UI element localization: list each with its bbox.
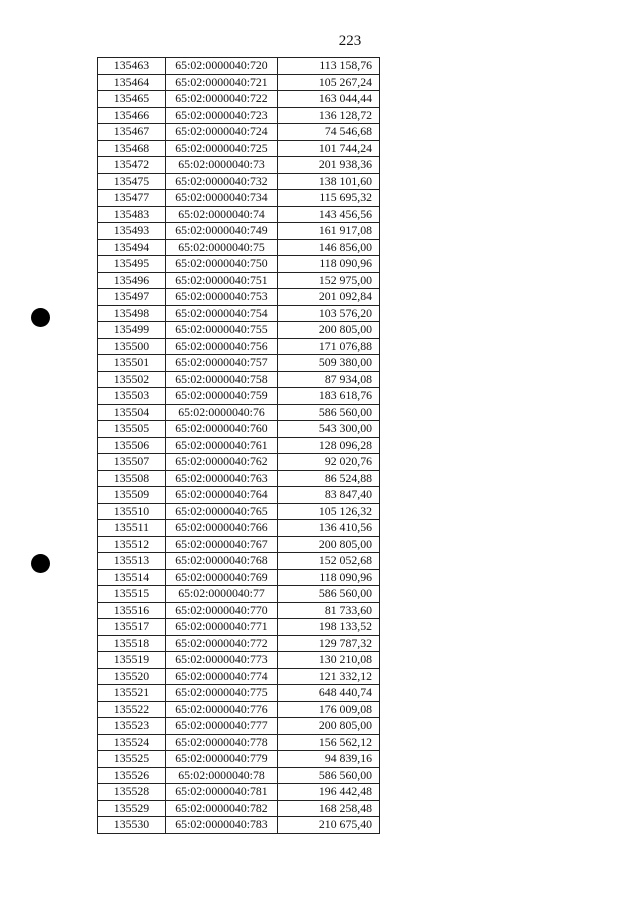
row-number-cell: 135464: [98, 74, 166, 91]
row-number-cell: 135499: [98, 322, 166, 339]
cadastral-number-cell: 65:02:0000040:773: [166, 652, 278, 669]
table-row: [98, 553, 380, 570]
table-row: [98, 206, 380, 223]
cadastral-number-cell: 65:02:0000040:760: [166, 421, 278, 438]
row-number-cell: 135506: [98, 437, 166, 454]
cadastral-number-cell: 65:02:0000040:761: [166, 437, 278, 454]
cadastral-value-cell: 115 695,32: [278, 190, 380, 207]
cadastral-number-cell: 65:02:0000040:723: [166, 107, 278, 124]
cadastral-value-cell: 171 076,88: [278, 338, 380, 355]
table-row: [98, 74, 380, 91]
cadastral-number-cell: 65:02:0000040:77: [166, 586, 278, 603]
row-number-cell: 135504: [98, 404, 166, 421]
table-row: [98, 404, 380, 421]
cadastral-number-cell: 65:02:0000040:720: [166, 58, 278, 75]
row-number-cell: 135505: [98, 421, 166, 438]
cadastral-value-cell: 92 020,76: [278, 454, 380, 471]
table-row: [98, 173, 380, 190]
row-number-cell: 135513: [98, 553, 166, 570]
row-number-cell: 135517: [98, 619, 166, 636]
table-row: [98, 701, 380, 718]
table-row: [98, 305, 380, 322]
table-row: [98, 355, 380, 372]
cadastral-value-cell: 509 380,00: [278, 355, 380, 372]
cadastral-number-cell: 65:02:0000040:751: [166, 272, 278, 289]
cadastral-number-cell: 65:02:0000040:724: [166, 124, 278, 141]
cadastral-value-cell: 152 052,68: [278, 553, 380, 570]
cadastral-value-cell: 152 975,00: [278, 272, 380, 289]
cadastral-number-cell: 65:02:0000040:732: [166, 173, 278, 190]
row-number-cell: 135514: [98, 569, 166, 586]
cadastral-value-cell: 176 009,08: [278, 701, 380, 718]
row-number-cell: 135508: [98, 470, 166, 487]
cadastral-number-cell: 65:02:0000040:764: [166, 487, 278, 504]
table-body: [98, 58, 380, 834]
row-number-cell: 135493: [98, 223, 166, 240]
cadastral-value-cell: 168 258,48: [278, 800, 380, 817]
cadastral-value-cell: 105 267,24: [278, 74, 380, 91]
row-number-cell: 135530: [98, 817, 166, 834]
cadastral-number-cell: 65:02:0000040:781: [166, 784, 278, 801]
cadastral-value-cell: 201 938,36: [278, 157, 380, 174]
table-row: [98, 602, 380, 619]
row-number-cell: 135525: [98, 751, 166, 768]
row-number-cell: 135509: [98, 487, 166, 504]
row-number-cell: 135502: [98, 371, 166, 388]
row-number-cell: 135510: [98, 503, 166, 520]
cadastral-value-cell: 200 805,00: [278, 322, 380, 339]
cadastral-number-cell: 65:02:0000040:778: [166, 734, 278, 751]
cadastral-number-cell: 65:02:0000040:74: [166, 206, 278, 223]
cadastral-value-cell: 648 440,74: [278, 685, 380, 702]
cadastral-value-cell: 105 126,32: [278, 503, 380, 520]
cadastral-value-cell: 86 524,88: [278, 470, 380, 487]
cadastral-value-cell: 156 562,12: [278, 734, 380, 751]
cadastral-value-cell: 74 546,68: [278, 124, 380, 141]
cadastral-value-cell: 103 576,20: [278, 305, 380, 322]
cadastral-number-cell: 65:02:0000040:782: [166, 800, 278, 817]
table-row: [98, 734, 380, 751]
row-number-cell: 135503: [98, 388, 166, 405]
row-number-cell: 135497: [98, 289, 166, 306]
cadastral-value-cell: 118 090,96: [278, 256, 380, 273]
row-number-cell: 135522: [98, 701, 166, 718]
row-number-cell: 135472: [98, 157, 166, 174]
punch-hole-top: [31, 308, 50, 327]
row-number-cell: 135498: [98, 305, 166, 322]
cadastral-number-cell: 65:02:0000040:722: [166, 91, 278, 108]
cadastral-value-cell: 196 442,48: [278, 784, 380, 801]
table-row: [98, 767, 380, 784]
cadastral-number-cell: 65:02:0000040:768: [166, 553, 278, 570]
table-row: [98, 107, 380, 124]
table-row: [98, 784, 380, 801]
cadastral-number-cell: 65:02:0000040:783: [166, 817, 278, 834]
row-number-cell: 135500: [98, 338, 166, 355]
table-row: [98, 520, 380, 537]
cadastral-number-cell: 65:02:0000040:750: [166, 256, 278, 273]
cadastral-value-cell: 586 560,00: [278, 404, 380, 421]
table-row: [98, 239, 380, 256]
cadastral-number-cell: 65:02:0000040:734: [166, 190, 278, 207]
cadastral-number-cell: 65:02:0000040:73: [166, 157, 278, 174]
cadastral-value-table: [97, 57, 380, 834]
table-row: [98, 454, 380, 471]
cadastral-number-cell: 65:02:0000040:78: [166, 767, 278, 784]
row-number-cell: 135483: [98, 206, 166, 223]
cadastral-value-cell: 586 560,00: [278, 767, 380, 784]
cadastral-value-cell: 136 410,56: [278, 520, 380, 537]
table-row: [98, 388, 380, 405]
row-number-cell: 135463: [98, 58, 166, 75]
cadastral-value-cell: 101 744,24: [278, 140, 380, 157]
cadastral-number-cell: 65:02:0000040:725: [166, 140, 278, 157]
table-row: [98, 256, 380, 273]
row-number-cell: 135507: [98, 454, 166, 471]
cadastral-number-cell: 65:02:0000040:753: [166, 289, 278, 306]
row-number-cell: 135528: [98, 784, 166, 801]
table-row: [98, 91, 380, 108]
row-number-cell: 135523: [98, 718, 166, 735]
row-number-cell: 135477: [98, 190, 166, 207]
table-row: [98, 140, 380, 157]
cadastral-value-cell: 136 128,72: [278, 107, 380, 124]
cadastral-number-cell: 65:02:0000040:772: [166, 635, 278, 652]
cadastral-number-cell: 65:02:0000040:762: [166, 454, 278, 471]
row-number-cell: 135521: [98, 685, 166, 702]
cadastral-number-cell: 65:02:0000040:770: [166, 602, 278, 619]
table-row: [98, 421, 380, 438]
table-row: [98, 652, 380, 669]
table-row: [98, 437, 380, 454]
table-row: [98, 289, 380, 306]
row-number-cell: 135518: [98, 635, 166, 652]
cadastral-number-cell: 65:02:0000040:75: [166, 239, 278, 256]
row-number-cell: 135467: [98, 124, 166, 141]
table-row: [98, 536, 380, 553]
cadastral-number-cell: 65:02:0000040:757: [166, 355, 278, 372]
cadastral-number-cell: 65:02:0000040:774: [166, 668, 278, 685]
cadastral-value-cell: 143 456,56: [278, 206, 380, 223]
cadastral-value-cell: 161 917,08: [278, 223, 380, 240]
cadastral-value-cell: 130 210,08: [278, 652, 380, 669]
row-number-cell: 135515: [98, 586, 166, 603]
table-row: [98, 586, 380, 603]
cadastral-number-cell: 65:02:0000040:769: [166, 569, 278, 586]
cadastral-number-cell: 65:02:0000040:776: [166, 701, 278, 718]
table-row: [98, 668, 380, 685]
table-row: [98, 619, 380, 636]
table-row: [98, 817, 380, 834]
table-row: [98, 322, 380, 339]
cadastral-value-cell: 200 805,00: [278, 536, 380, 553]
table-row: [98, 58, 380, 75]
table-row: [98, 470, 380, 487]
cadastral-value-cell: 201 092,84: [278, 289, 380, 306]
cadastral-number-cell: 65:02:0000040:758: [166, 371, 278, 388]
cadastral-value-cell: 87 934,08: [278, 371, 380, 388]
cadastral-value-cell: 183 618,76: [278, 388, 380, 405]
cadastral-number-cell: 65:02:0000040:76: [166, 404, 278, 421]
row-number-cell: 135511: [98, 520, 166, 537]
table-row: [98, 635, 380, 652]
row-number-cell: 135468: [98, 140, 166, 157]
table-row: [98, 487, 380, 504]
row-number-cell: 135524: [98, 734, 166, 751]
row-number-cell: 135494: [98, 239, 166, 256]
table-row: [98, 157, 380, 174]
cadastral-number-cell: 65:02:0000040:721: [166, 74, 278, 91]
cadastral-number-cell: 65:02:0000040:766: [166, 520, 278, 537]
cadastral-number-cell: 65:02:0000040:756: [166, 338, 278, 355]
cadastral-value-cell: 94 839,16: [278, 751, 380, 768]
row-number-cell: 135465: [98, 91, 166, 108]
row-number-cell: 135475: [98, 173, 166, 190]
table-row: [98, 371, 380, 388]
table-row: [98, 124, 380, 141]
cadastral-value-cell: 586 560,00: [278, 586, 380, 603]
table-row: [98, 223, 380, 240]
row-number-cell: 135496: [98, 272, 166, 289]
table-row: [98, 685, 380, 702]
table-row: [98, 338, 380, 355]
table-row: [98, 503, 380, 520]
cadastral-number-cell: 65:02:0000040:759: [166, 388, 278, 405]
page-number: 223: [338, 33, 362, 49]
cadastral-value-cell: 146 856,00: [278, 239, 380, 256]
table-row: [98, 569, 380, 586]
cadastral-value-cell: 118 090,96: [278, 569, 380, 586]
table-row: [98, 190, 380, 207]
table-row: [98, 751, 380, 768]
cadastral-value-cell: 138 101,60: [278, 173, 380, 190]
row-number-cell: 135501: [98, 355, 166, 372]
table-row: [98, 800, 380, 817]
cadastral-number-cell: 65:02:0000040:755: [166, 322, 278, 339]
cadastral-number-cell: 65:02:0000040:775: [166, 685, 278, 702]
cadastral-value-cell: 543 300,00: [278, 421, 380, 438]
row-number-cell: 135516: [98, 602, 166, 619]
row-number-cell: 135520: [98, 668, 166, 685]
row-number-cell: 135526: [98, 767, 166, 784]
cadastral-value-cell: 121 332,12: [278, 668, 380, 685]
cadastral-number-cell: 65:02:0000040:765: [166, 503, 278, 520]
cadastral-number-cell: 65:02:0000040:749: [166, 223, 278, 240]
cadastral-value-cell: 163 044,44: [278, 91, 380, 108]
cadastral-value-cell: 128 096,28: [278, 437, 380, 454]
cadastral-number-cell: 65:02:0000040:767: [166, 536, 278, 553]
row-number-cell: 135519: [98, 652, 166, 669]
cadastral-value-cell: 113 158,76: [278, 58, 380, 75]
cadastral-number-cell: 65:02:0000040:763: [166, 470, 278, 487]
cadastral-value-cell: 81 733,60: [278, 602, 380, 619]
cadastral-value-cell: 83 847,40: [278, 487, 380, 504]
cadastral-number-cell: 65:02:0000040:777: [166, 718, 278, 735]
row-number-cell: 135466: [98, 107, 166, 124]
cadastral-number-cell: 65:02:0000040:771: [166, 619, 278, 636]
cadastral-value-cell: 129 787,32: [278, 635, 380, 652]
punch-hole-bottom: [31, 554, 50, 573]
cadastral-number-cell: 65:02:0000040:779: [166, 751, 278, 768]
cadastral-value-cell: 210 675,40: [278, 817, 380, 834]
row-number-cell: 135495: [98, 256, 166, 273]
cadastral-value-cell: 200 805,00: [278, 718, 380, 735]
table-row: [98, 272, 380, 289]
table-row: [98, 718, 380, 735]
row-number-cell: 135512: [98, 536, 166, 553]
row-number-cell: 135529: [98, 800, 166, 817]
cadastral-value-cell: 198 133,52: [278, 619, 380, 636]
cadastral-number-cell: 65:02:0000040:754: [166, 305, 278, 322]
